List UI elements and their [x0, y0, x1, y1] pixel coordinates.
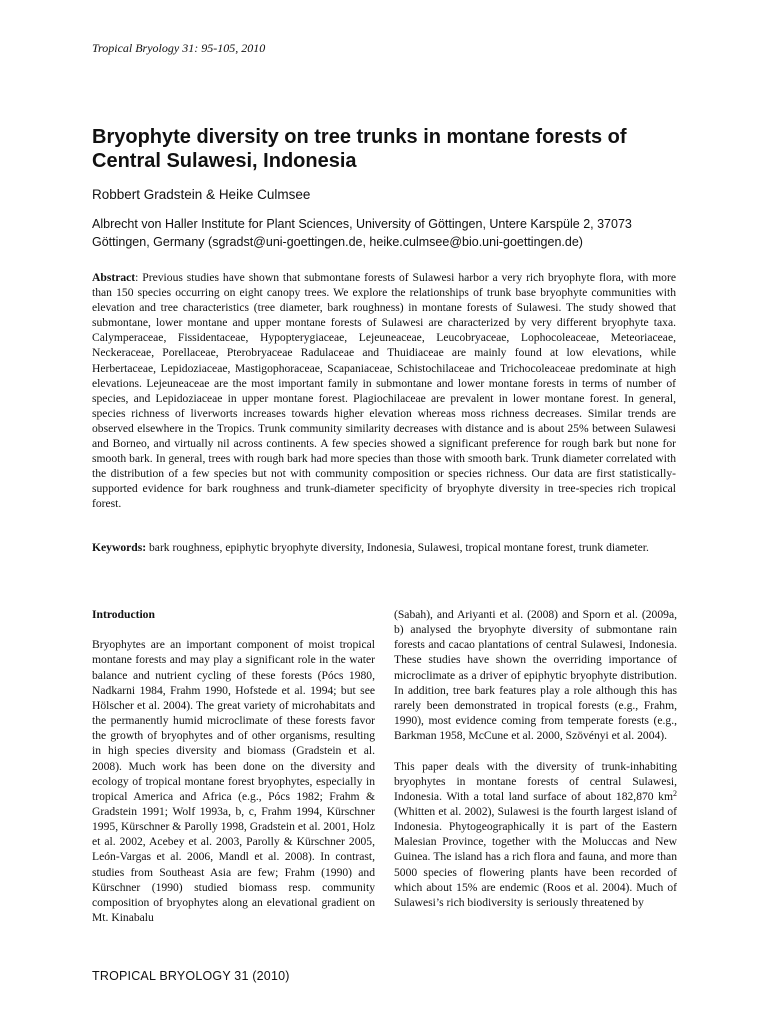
introduction-paragraph: Bryophytes are an important component of moist tropical montane forests and may play a significant role in the water balance and nutrient cycling of these forests (Pócs 1980, Nadkarni 1984, Frahm 1990, Hofstede et al. 1994; but see Hölscher et al. 2004). The great variety of microhabitats and the permanently humid microclimate of these forests favor the growth of bryophytes and of other organisms, resulting in high species diversity and biomass (Gradstein et al. 2008). Much work has been done on the diversity and ecology of tropical montane forest bryophytes, especially in tropical America and Africa (e.g., Pócs 1982; Frahm & Gradstein 1991; Wolf 1993a, b, c, Frahm 1994, Kürschner 1995, Kürschner & Parolly 1998, Gradstein et al. 2001, Holz et al. 2002, Acebey et al. 2003, Parolly & Kürschner 2005, León-Vargas et al. 2006, Mandl et al. 2008). In contrast, studies from Southeast Asia are few; Frahm (1990) and Kürschner (1990) studied biomass resp. community composition of bryophytes along an elevational gradient on Mt. Kinabalu [92, 638, 375, 925]
right-column [394, 607, 677, 910]
left-column [92, 607, 375, 925]
article-authors: Robbert Gradstein & Heike Culmsee [92, 187, 311, 202]
keywords [92, 540, 676, 556]
paragraph-2-text-b: (Whitten et al. 2002), Sulawesi is the fourth largest island of Indonesia. Phytogeographically it is part of the Eastern Malesian Province, together with the Moluccas and New Guinea. The island has a rich flora and fauna, and more than 5000 species of flowering plants have been recorded of which about 15% are endemic (Roos et al. 2004). Much of Sulawesi’s rich biodiversity is seriously threatened by [394, 805, 677, 909]
paragraph-2-text-a: This paper deals with the diversity of trunk-inhabiting bryophytes in montane forests of central Sulawesi, Indonesia. With a total land surface of about 182,870 km [394, 759, 677, 803]
abstract-text: : Previous studies have shown that submontane forests of Sulawesi harbor a very rich bryophyte flora, with more than 150 species occurring on eight canopy trees. We explore the relationships of trunk base bryophyte communities with elevation and tree characteristics (tree diameter, bark roughness) in montane forests of Sulawesi. The study showed that submontane, lower montane and upper montane forests of Sulawesi are characterized by very different bryophyte taxa. Calymperaceae, Fissidentaceae, Hypopterygiaceae, Lejeuneaceae, Leucobryaceae, Lophocoleaceae, Meteoriaceae, Neckeraceae, Porellaceae, Pterobryaceae Radulaceae and Thuidiaceae are mainly found at low elevations, while Herbertaceae, Lepidoziaceae, Mastigophoraceae, Scapaniaceae, Schistochilaceae and Trichocoleaceae predominate at high elevations. Lejeuneaceae are the most important family in submontane and lower montane forests in terms of number of species, and Lepidoziaceae in upper montane forest. Plagiochilaceae are prevalent in lower montane forest. In general, species richness of liverworts increases towards higher elevation whereas moss richness decreases. Similar trends are observed elsewhere in the Tropics. Trunk community similarity decreases with distance and is about 25% between Sulawesi and Borneo, and virtually nil across continents. A few species showed a significant preference for rough bark but none for smooth bark. In general, trees with rough bark had more species than those with smooth bark. Trunk diameter correlated with the distribution of a few species but not with community composition or species richness. Our data are first statistically-supported evidence for bark roughness and trunk-diameter specificity of bryophyte diversity in tree-species rich tropical forest. [92, 271, 676, 511]
article-title: Bryophyte diversity on tree trunks in montane forests of Central Sulawesi, Indonesia [92, 126, 627, 172]
author-affiliation: Albrecht von Haller Institute for Plant Sciences, University of Göttingen, Untere Karspüle 2, 37073 Göttingen, Germany (sgradst@uni-goettingen.de, heike.culmsee@bio.uni-goettingen.de) [92, 217, 632, 249]
page-footer: TROPICAL BRYOLOGY 31 (2010) [92, 969, 290, 983]
keywords-text: bark roughness, epiphytic bryophyte diversity, Indonesia, Sulawesi, tropical montane forest, trunk diameter. [146, 541, 649, 554]
abstract [92, 270, 676, 512]
spacer [394, 743, 677, 758]
introduction-paragraph-continued: (Sabah), and Ariyanti et al. (2008) and Sporn et al. (2009a, b) analysed the bryophyte diversity of submontane rain forests and cacao plantations of central Sulawesi, Indonesia. These studies have shown the overriding importance of microclimate as a driver of epiphytic bryophyte distribution. In addition, tree bark features play a role although this has rarely been demonstrated in tropical forests (e.g., Frahm, 1990), most evidence coming from temperate forests (e.g., Barkman 1958, McCune et al. 2000, Szövényi et al. 2004). [394, 608, 677, 743]
superscript-2: 2 [673, 788, 677, 798]
introduction-paragraph-2 [394, 759, 677, 911]
abstract-label: Abstract [92, 271, 136, 284]
spacer [92, 622, 375, 637]
keywords-label: Keywords: [92, 541, 147, 554]
journal-reference: Tropical Bryology 31: 95-105, 2010 [92, 41, 266, 55]
introduction-heading: Introduction [92, 608, 155, 621]
